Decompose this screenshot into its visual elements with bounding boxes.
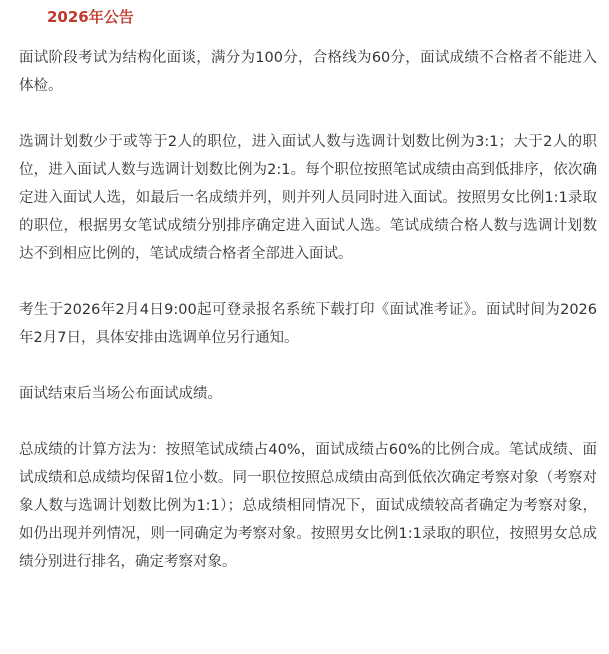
paragraph-interview-format: 面试阶段考试为结构化面谈，满分为100分，合格线为60分，面试成绩不合格者不能进入体检。 [19, 50, 597, 94]
paragraph-total-score: 总成绩的计算方法为：按照笔试成绩占40%，面试成绩占60%的比例合成。笔试成绩、面试成绩和总成绩均保留1位小数。同一职位按照总成绩由高到低依次确定考察对象（考察对象人数与选调计划数比例为1:1）；总成绩相同情况下，面试成绩较高者确定为考察对象，如仍出现并列情况，则一同确定为考察对象。按照男女比例1:1录取的职位，按照男女总成绩分别进行排名，确定考察对象。 [19, 442, 597, 570]
paragraph-admission-ticket: 考生于2026年2月4日9:00起可登录报名系统下载打印《面试准考证》。面试时间为2026年2月7日，具体安排由选调单位另行通知。 [19, 302, 597, 346]
announcement-body [19, 44, 597, 576]
paragraph-spacer [19, 100, 597, 128]
paragraph-interview-ratio: 选调计划数少于或等于2人的职位，进入面试人数与选调计划数比例为3:1；大于2人的职位，进入面试人数与选调计划数比例为2:1。每个职位按照笔试成绩由高到低排序，依次确定进入面试人选，如最后一名成绩并列，则并列人员同时进入面试。按照男女比例1:1录取的职位，根据男女笔试成绩分别排序确定进入面试人选。笔试成绩合格人数与选调计划数达不到相应比例的，笔试成绩合格者全部进入面试。 [19, 134, 597, 262]
paragraph-spacer [19, 352, 597, 380]
paragraph-score-release: 面试结束后当场公布面试成绩。 [19, 386, 222, 402]
announcement-heading: 2026年公告 [47, 8, 134, 26]
paragraph-spacer [19, 408, 597, 436]
paragraph-spacer [19, 268, 597, 296]
